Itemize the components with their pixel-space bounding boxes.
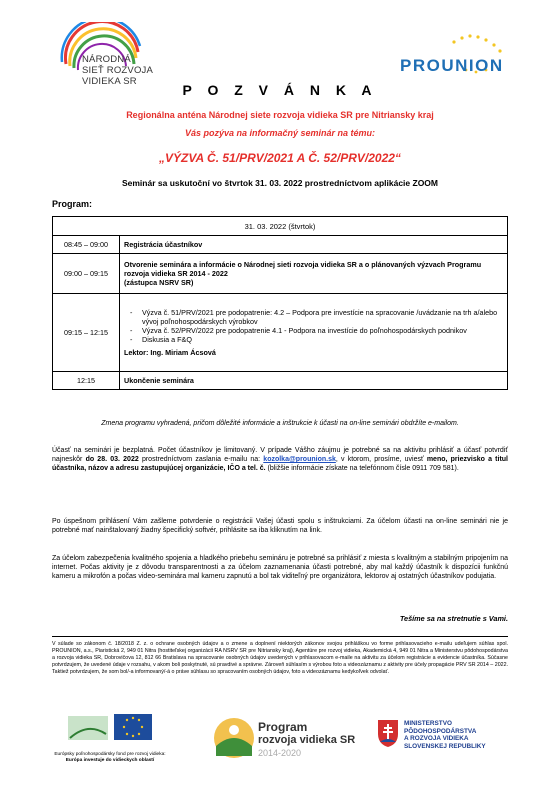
table-row — [53, 254, 508, 294]
ministry-line: SLOVENSKEJ REPUBLIKY — [404, 742, 486, 750]
lecturer: Lektor: Ing. Miriam Ácsová — [124, 348, 216, 357]
row-time: 09:15 – 12:15 — [53, 294, 120, 372]
ministry-line: PÔDOHOSPODÁRSTVA — [404, 727, 477, 735]
table-row — [53, 294, 508, 372]
para-text: , v ktorom, prosíme, uviesť — [335, 456, 427, 464]
row-time: 09:00 – 09:15 — [53, 254, 120, 294]
program-note: Zmena programu vyhradená, pričom dôležité informácie a inštrukcie k účasti na on-line seminári obdržíte e-mailom. — [101, 420, 459, 427]
invitation-organizer: Regionálna anténa Národnej siete rozvoja vidieka SR pre Nitriansky kraj — [126, 110, 434, 120]
closing-line: Tešíme sa na stretnutie s Vami. — [399, 614, 508, 623]
list-item: - Výzva č. 51/PRV/2021 pre podopatrenie: 4.2 – Podpora pre investície na spracovanie /uvádzanie na trh a/alebo vývoj poľnohospodárskych výrobkov — [138, 308, 503, 326]
gdpr-footnote: V súlade so zákonom č. 18/2018 Z. z. o ochrane osobných údajov a o zmene a doplnení niektorých zákonov svojou prihláškou vo forme prihlasovacieho e-mailu udeľujem súhlas spol. PROUNION, a.s., Piaristická 2, 949 01 Nitra (hostiteľskej organizácii RA NSRV SR pre Nitriansky kraj), Agentúre pre rozvoj vidieka, Akademická 4, 949 01 Nitra a Ministerstvu pôdohospodárstva a rozvoja vidieka SR, Dobrovičova 12, 812 66 Bratislava na spracovanie osobných údajov uvedených v prihlasovacom e-maile na aktivitu za účelom registrácie a evidencie účastníka. Súčasne potvrdzujem, že uvedené údaje v rozsahu, v akom boli poskytnuté, sú pravdivé a správne. Zároveň súhlasím s výrobou foto a videozáznamu z aktivity pre účely propagácie PRV SR 2014 – 2022. Taktiež potvrdzujem, že som bol/-a informovaný/-á o práve súhlasu so spracovaním osobných údajov, foto a videozáznamu kedykoľvek odvolať. — [52, 641, 508, 675]
table-row — [53, 236, 508, 254]
row-time: 12:15 — [53, 372, 120, 390]
seminar-date-info: Seminár sa uskutoční vo štvrtok 31. 03. 2022 prostredníctvom aplikácie ZOOM — [121, 178, 439, 188]
eu-flag-logo — [60, 712, 160, 756]
page-title: P O Z V Á N K A — [182, 82, 378, 98]
row-content — [120, 254, 508, 294]
para-text: prostredníctvom zaslania e-mailu na: — [138, 456, 264, 464]
nsrv-logo-line: SIEŤ ROZVOJA — [82, 65, 154, 76]
list-item: - Diskusia a F&Q — [138, 335, 503, 344]
nsrv-logo-line: VIDIEKA SR — [82, 76, 137, 87]
eu-caption — [40, 752, 180, 764]
program-table — [52, 216, 508, 390]
connection-paragraph: Za účelom zabezpečenia kvalitného spojenia a hladkého priebehu semináru je potrebné sa prihlásiť z miesta s kvalitným a stabilným pripojením na internet. Počas aktivity je z dôvodu transparentnosti a za účelom zaznamenania účasti potrebné, aby mal každý účastník k dispozícii funkčnú kameru a mikrofón a počas video-seminára mal kameru zapnutú a bol tak viditeľný pre organizátora, lektorov aj ostatných účastníkov podujatia. — [52, 555, 508, 581]
row-title: Registrácia účastníkov — [120, 236, 508, 254]
divider — [52, 636, 508, 637]
eu-caption-line: Európa investuje do vidieckych oblastí — [65, 758, 155, 763]
table-row — [53, 372, 508, 390]
prv-logo-text: rozvoja vidieka SR — [258, 734, 356, 746]
ministry-line: A ROZVOJA VIDIEKA — [404, 735, 469, 743]
eu-caption-line: Európsky poľnohospodársky fond pre rozvoj vidieka: — [54, 752, 166, 757]
ministry-line: MINISTERSTVO — [404, 720, 452, 727]
list-item: - Výzva č. 52/PRV/2022 pre podopatrenie 4.1 - Podpora na investície do poľnohospodárskych podnikov — [138, 326, 503, 335]
row-title: Ukončenie seminára — [120, 372, 508, 390]
slovak-coat-of-arms-icon — [376, 718, 400, 748]
row-time: 08:45 – 09:00 — [53, 236, 120, 254]
row-subtitle: (zástupca NSRV SR) — [124, 278, 194, 287]
row-title: Otvorenie seminára a informácie o Národnej sieti rozvoja vidieka SR a o plánovaných výzvach Programu rozvoja vidieka SR 2014 - 2022 — [124, 260, 482, 278]
invitation-subtitle: Vás pozýva na informačný seminár na tému: — [184, 128, 376, 138]
registration-paragraph — [52, 446, 508, 474]
nsrv-logo-line: NÁRODNÁ — [82, 54, 131, 65]
program-date: 31. 03. 2022 (štvrtok) — [53, 217, 508, 236]
para-text: Účasť na seminári je bezplatná. Počet účastníkov je limitovaný. V prípade Vášho záujmu je potrebné sa na aktivitu prihlásiť a účasť potvrdiť najneskôr — [52, 447, 508, 464]
program-label: Program: — [52, 199, 93, 209]
prounion-logo: PROUNION — [400, 56, 504, 75]
prv-logo-text: Program — [258, 720, 308, 734]
deadline-date: do 28. 03. 2022 — [85, 456, 139, 464]
row-content — [120, 294, 508, 372]
required-info: meno, priezvisko a titul účastníka, názov a adresu zastupujúcej organizácie, IČO a tel. č. — [52, 456, 508, 473]
email-link[interactable]: kozolka@prounion.sk — [263, 456, 336, 464]
ministry-logo-text — [404, 720, 486, 750]
seminar-topic: „VÝZVA Č. 51/PRV/2021 A Č. 52/PRV/2022“ — [159, 151, 401, 165]
prv-logo-years: 2014-2020 — [258, 748, 302, 758]
para-text: (bližšie informácie získate na telefónnom čísle 0911 709 581). — [265, 465, 459, 473]
confirmation-paragraph: Po úspešnom prihlásení Vám zašleme potvrdenie o registrácii Vašej účasti spolu s inštrukciami. Za účelom účasti na on-line seminári nie je potrebné mať nainštalovaný žiadny špecifický softvér, prihlásite sa iba kliknutím na link. — [52, 518, 508, 535]
